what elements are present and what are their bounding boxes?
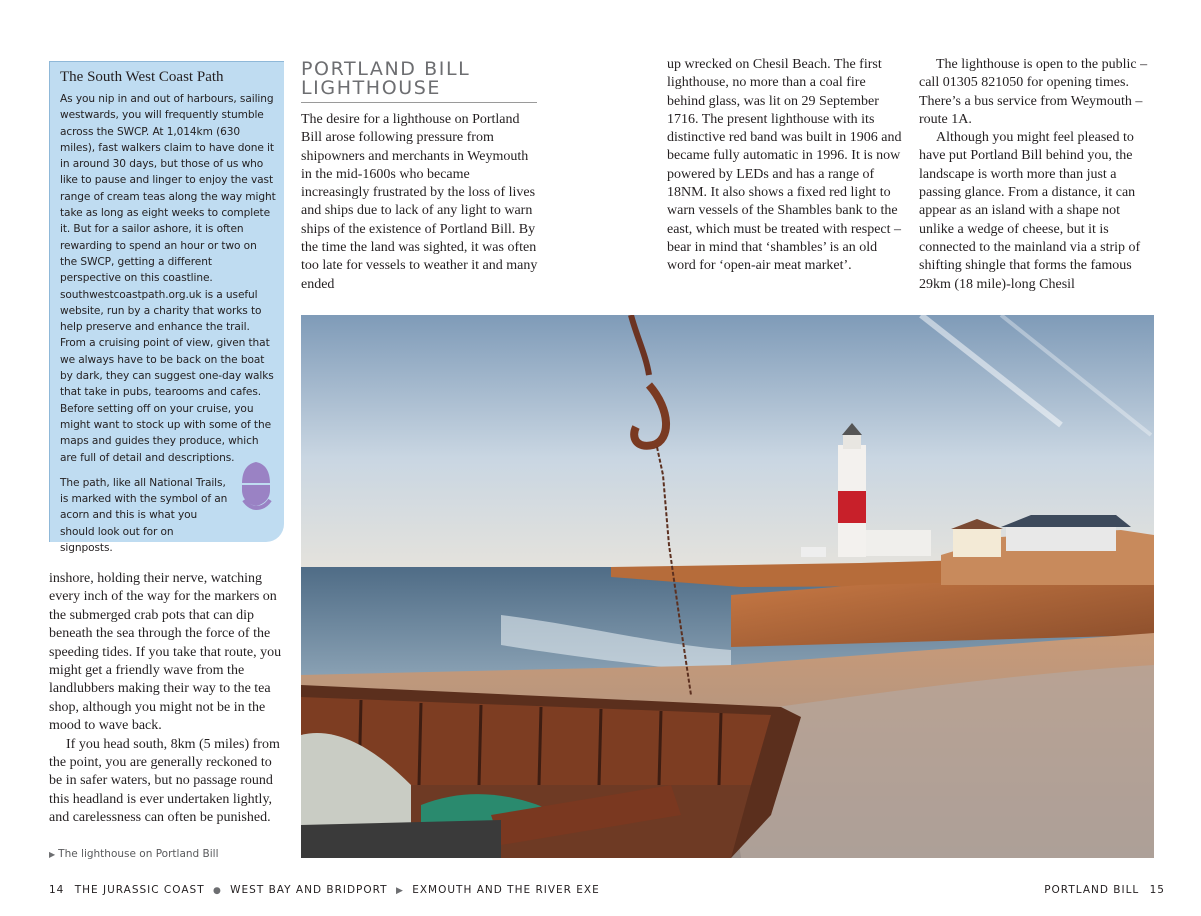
sidebar-box — [49, 61, 284, 555]
article-heading — [301, 60, 537, 103]
heading-line-2: LIGHTHOUSE — [301, 77, 442, 99]
sidebar-title: The South West Coast Path — [60, 69, 224, 85]
footer-section: THE JURASSIC COAST — [74, 884, 205, 896]
paragraph: up wrecked on Chesil Beach. The first lighthouse, no more than a coal fire behind glass, was lit on 29 September 1716. The present lighthouse with its distinctive red band was built in 1906 and became fully automatic in 1996. It is now powered by LEDs and has a range of 18NM. It also shows a fixed red light to warn vessels of the Shambles bank to the east, which must be treated with respect – bear in mind that ‘shambles’ is an old word for ‘open-air meat market’. — [667, 57, 902, 274]
paragraph: The desire for a lighthouse on Portland Bill arose following pressure from shipowners and merchants in Weymouth in the mid-1600s who became increasingly frustrated by the loss of lives and ships due to lack of any light to warn ships of the existence of Portland Bill. By the time the land was sighted, it was often too late for vessels to weather it and many ended — [301, 112, 538, 292]
paragraph: If you head south, 8km (5 miles) from the point, you are generally reckoned to be in safer waters, but no passage round this headland is ever undertaken lightly, and carelessness can often be punished. — [49, 736, 280, 826]
footer-next-chapter: EXMOUTH AND THE RIVER EXE — [412, 884, 600, 896]
sidebar-text-acorn: The path, like all National Trails, is marked with the symbol of an acorn and this is what you should look out for on signposts. — [60, 476, 228, 555]
text-column-3 — [919, 56, 1155, 294]
bullet-icon: ● — [212, 886, 222, 896]
page-number-right: 15 — [1149, 884, 1165, 896]
page-number-left: 14 — [49, 884, 65, 896]
photo-caption — [49, 848, 219, 860]
lighthouse-photo — [301, 315, 1154, 858]
photo-illustration — [301, 315, 1154, 858]
paragraph: The lighthouse is open to the public – call 01305 821050 for opening times. There’s a bus service from Weymouth – route 1A. — [919, 57, 1148, 127]
sidebar-text: As you nip in and out of harbours, sailing westwards, you will frequently stumble across the SWCP. At 1,014km (630 miles), fast walkers claim to have done it in around 30 days, but those of us who like to pause and linger to enjoy the vast range of cream teas along the way might take as long as eight weeks to complete it. But for a sailor ashore, it is often rewarding to spend an hour or two on the SWCP, getting a different perspective on this coastline. southwestcoastpath.org.uk is a useful website, run by a charity that works to help preserve and enhance the trail. From a cruising point of view, given that we always have to be back on the boat by dark, they can suggest one-day walks that take in pubs, tearooms and cafes. Before setting off on your cruise, you might want to stock up with some of the maps and guides they produce, which are full of detail and descriptions. — [60, 93, 276, 464]
footer-left — [49, 884, 600, 896]
footer-title: PORTLAND BILL — [1044, 884, 1140, 896]
heading-line-1: PORTLAND BILL — [301, 58, 471, 80]
footer-right — [1044, 884, 1165, 896]
caption-text: The lighthouse on Portland Bill — [58, 848, 219, 860]
text-column-left — [49, 570, 287, 828]
text-column-2 — [667, 56, 905, 276]
text-column-1 — [301, 111, 541, 294]
acorn-icon — [239, 460, 273, 516]
arrow-icon: ▶ — [395, 886, 404, 896]
paragraph: Although you might feel pleased to have put Portland Bill behind you, the landscape is worth more than just a passing glance. From a distance, it can appear as an island with a shape not unlike a wedge of cheese, but it is connected to the mainland via a strip of shifting shingle that forms the famous 29km (18 mile)-long Chesil — [919, 130, 1141, 292]
caption-arrow-icon: ▶ — [49, 850, 56, 859]
paragraph: inshore, holding their nerve, watching every inch of the way for the markers on the submerged crab pots that can dip beneath the sea through the force of the speeding tides. If you take that route, you might get a friendly wave from the landlubbers making their way to the tea shop, although you might not be in the mood to wave back. — [49, 571, 282, 734]
footer-chapter: WEST BAY AND BRIDPORT — [230, 884, 388, 896]
